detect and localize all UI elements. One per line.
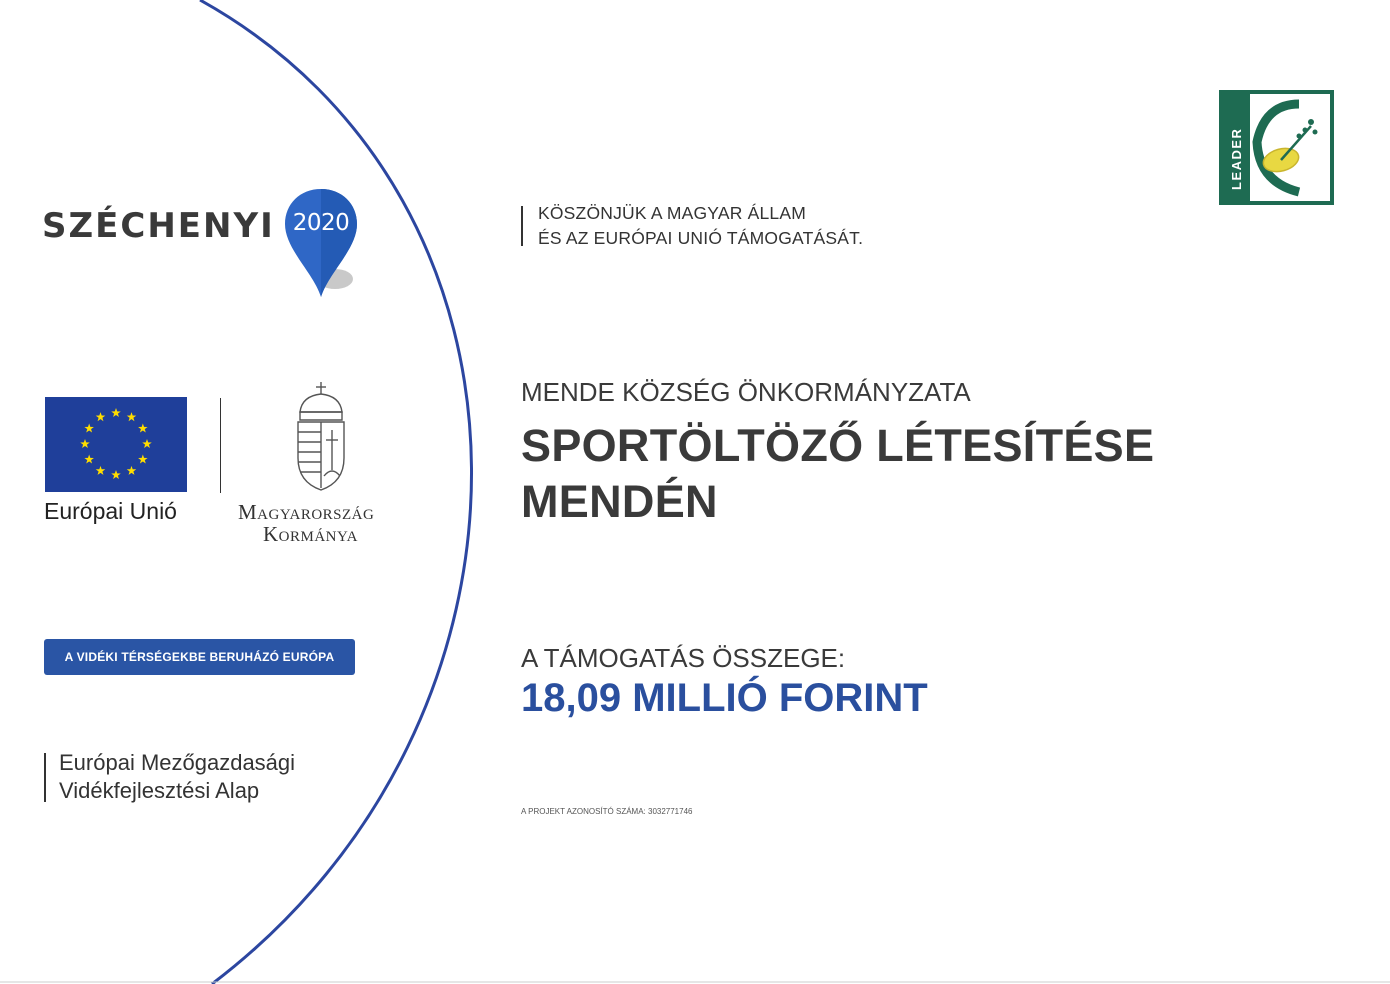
government-line-2: Kormánya [263,522,359,546]
project-title-line-2: MENDÉN [521,476,718,527]
szechenyi-pin-icon [283,187,359,299]
szechenyi-logo-text: SZÉCHENYI [42,206,275,246]
eu-label: Európai Unió [44,498,177,524]
logo-divider [220,398,221,493]
hungarian-coat-of-arms-icon [292,380,350,492]
project-title-line-1: SPORTÖLTÖZŐ LÉTESÍTÉSE [521,420,1155,471]
rural-europe-badge: A VIDÉKI TÉRSÉGEKBE BERUHÁZÓ EURÓPA [44,639,355,675]
thanks-bar [521,206,523,246]
leader-logo-icon [1219,90,1334,205]
government-line-1: Magyarország [238,500,375,524]
amount-label: A TÁMOGATÁS ÖSSZEGE: [521,643,846,673]
szechenyi-year: 2020 [292,210,350,236]
amount-value: 18,09 MILLIÓ FORINT [521,676,928,720]
leader-logo-text: LEADER [1229,127,1244,190]
fund-bar [44,753,46,802]
beneficiary-organization: MENDE KÖZSÉG ÖNKORMÁNYZATA [521,377,971,407]
thanks-line-1: KÖSZÖNJÜK A MAGYAR ÁLLAM [538,203,807,223]
fund-line-2: Vidékfejlesztési Alap [59,778,260,803]
thanks-line-2: ÉS AZ EURÓPAI UNIÓ TÁMOGATÁSÁT. [538,228,864,248]
project-id: A PROJEKT AZONOSÍTÓ SZÁMA: 3032771746 [521,807,693,816]
eu-flag-icon [45,397,187,492]
fund-line-1: Európai Mezőgazdasági [59,750,296,775]
